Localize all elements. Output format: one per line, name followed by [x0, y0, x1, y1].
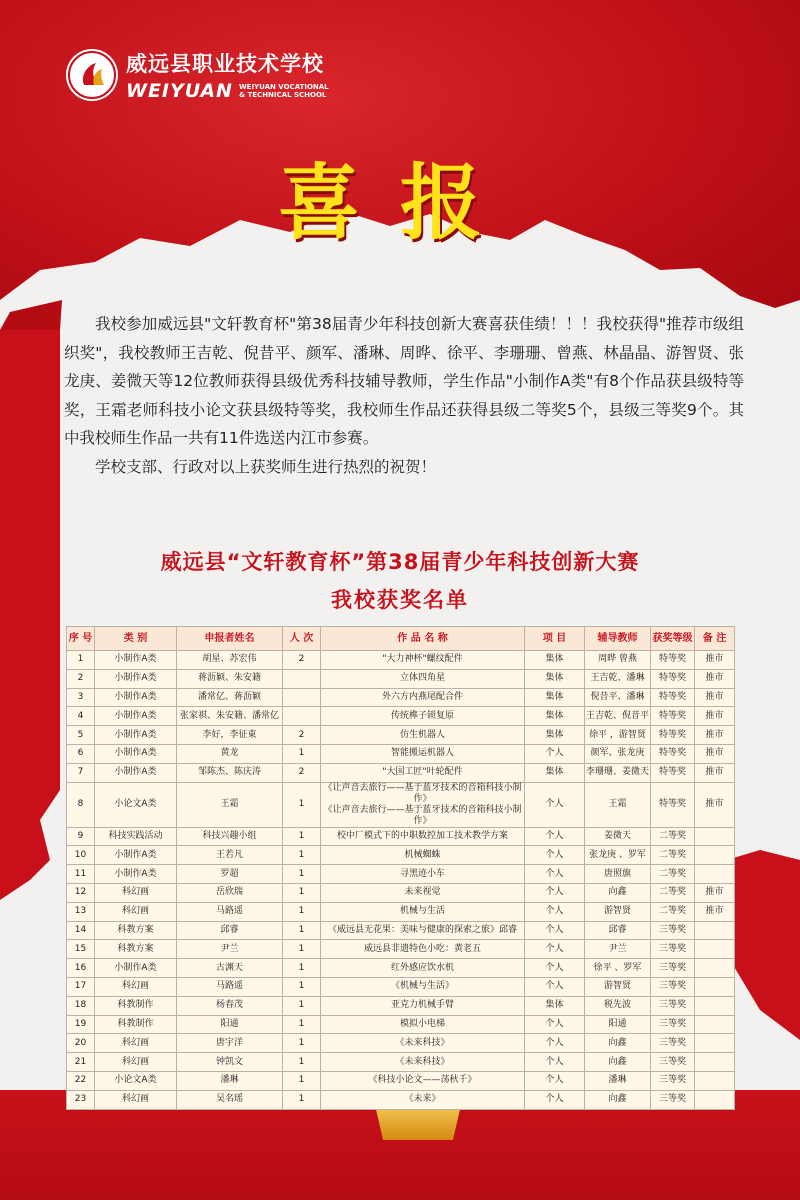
table-cell: 《未来科技》 — [321, 1034, 525, 1053]
table-cell: 推市 — [695, 707, 735, 726]
table-header-cell: 辅导教师 — [585, 627, 651, 651]
table-cell: 向鑫 — [585, 1090, 651, 1109]
table-cell: 蒋沥颖、朱安籍 — [177, 669, 283, 688]
table-cell: 17 — [67, 977, 95, 996]
table-cell: 1 — [283, 865, 321, 884]
table-cell: 科教方案 — [95, 940, 177, 959]
table-cell: 推市 — [695, 782, 735, 827]
table-cell: 23 — [67, 1090, 95, 1109]
table-cell — [695, 996, 735, 1015]
table-cell — [695, 846, 735, 865]
table-cell: 马路遥 — [177, 902, 283, 921]
table-cell: 13 — [67, 902, 95, 921]
table-cell: 二等奖 — [651, 827, 695, 846]
table-cell: 小制作A类 — [95, 744, 177, 763]
table-cell: 王吉乾、倪昔平 — [585, 707, 651, 726]
table-cell: 个人 — [525, 744, 585, 763]
table-cell: 小制作A类 — [95, 846, 177, 865]
table-cell: 小制作A类 — [95, 651, 177, 670]
table-row — [67, 1053, 735, 1072]
table-body — [67, 651, 735, 1110]
table-cell: 特等奖 — [651, 669, 695, 688]
table-row — [67, 744, 735, 763]
table-cell: 集体 — [525, 726, 585, 745]
table-row — [67, 1015, 735, 1034]
table-cell: 16 — [67, 959, 95, 978]
table-cell: 红外感应饮水机 — [321, 959, 525, 978]
table-cell: 1 — [283, 902, 321, 921]
table-cell — [695, 1090, 735, 1109]
table-cell: 张家祺、朱安籍、潘常亿 — [177, 707, 283, 726]
table-cell: 杨春茂 — [177, 996, 283, 1015]
table-cell: 个人 — [525, 921, 585, 940]
table-cell: 三等奖 — [651, 959, 695, 978]
table-cell: 小制作A类 — [95, 688, 177, 707]
table-cell: 21 — [67, 1053, 95, 1072]
table-cell: 6 — [67, 744, 95, 763]
table-cell: 校中厂模式下的中职数控加工技术教学方案 — [321, 827, 525, 846]
table-row — [67, 707, 735, 726]
table-cell: 三等奖 — [651, 1015, 695, 1034]
table-cell: 个人 — [525, 1053, 585, 1072]
table-cell: 2 — [67, 669, 95, 688]
table-cell: 《科技小论文——荡秋千》 — [321, 1071, 525, 1090]
table-cell: 2 — [283, 763, 321, 782]
table-cell — [695, 827, 735, 846]
table-cell: 1 — [283, 1071, 321, 1090]
table-cell — [695, 1034, 735, 1053]
school-name-en-sub1: WEIYUAN VOCATIONAL — [238, 83, 329, 91]
table-cell: 向鑫 — [585, 1053, 651, 1072]
table-row — [67, 921, 735, 940]
table-cell: 1 — [283, 996, 321, 1015]
table-cell: 科教制作 — [95, 1015, 177, 1034]
table-cell: 徐平 ，游智贤 — [585, 726, 651, 745]
table-cell: 10 — [67, 846, 95, 865]
table-cell: 三等奖 — [651, 996, 695, 1015]
table-cell: 1 — [283, 940, 321, 959]
table-cell: 15 — [67, 940, 95, 959]
table-cell: 个人 — [525, 1015, 585, 1034]
table-cell: 小制作A类 — [95, 865, 177, 884]
table-cell: 特等奖 — [651, 744, 695, 763]
table-header-cell: 序 号 — [67, 627, 95, 651]
table-row — [67, 902, 735, 921]
headline-good-news: 喜报 — [277, 155, 522, 251]
table-cell: 科幻画 — [95, 883, 177, 902]
table-cell: 寻黑迹小车 — [321, 865, 525, 884]
table-cell — [695, 1053, 735, 1072]
table-cell: 科技兴趣小组 — [177, 827, 283, 846]
table-cell: 阳通 — [177, 1015, 283, 1034]
school-name-en-sub2: & TECHNICAL SCHOOL — [238, 91, 327, 99]
table-header-cell: 获奖等级 — [651, 627, 695, 651]
table-row — [67, 846, 735, 865]
table-cell: 个人 — [525, 782, 585, 827]
table-header-row — [67, 627, 735, 651]
table-row — [67, 669, 735, 688]
table-cell: 钟凯文 — [177, 1053, 283, 1072]
table-cell: 特等奖 — [651, 651, 695, 670]
table-cell: 胡星、苏宏伟 — [177, 651, 283, 670]
table-cell: 20 — [67, 1034, 95, 1053]
table-cell: 5 — [67, 726, 95, 745]
table-cell: 推市 — [695, 744, 735, 763]
table-cell: 小制作A类 — [95, 707, 177, 726]
table-cell: 机械蜘蛛 — [321, 846, 525, 865]
table-cell: 1 — [283, 959, 321, 978]
table-cell: 1 — [283, 782, 321, 827]
table-cell: 集体 — [525, 763, 585, 782]
table-cell: 11 — [67, 865, 95, 884]
table-cell: 1 — [283, 846, 321, 865]
table-cell: 特等奖 — [651, 688, 695, 707]
table-cell: 特等奖 — [651, 707, 695, 726]
table-cell: 古渊天 — [177, 959, 283, 978]
table-cell: 李好，李征東 — [177, 726, 283, 745]
table-cell: 威远县非遗特色小吃：黄老五 — [321, 940, 525, 959]
table-cell: 科幻画 — [95, 1034, 177, 1053]
table-cell: 小制作A类 — [95, 959, 177, 978]
table-cell: 科技实践活动 — [95, 827, 177, 846]
table-cell: 《让声音去旅行——基于蓝牙技术的音箱科技小制作》 《让声音去旅行——基于蓝牙技术的音箱科技小制作》 — [321, 782, 525, 827]
table-cell: 三等奖 — [651, 1034, 695, 1053]
table-cell: 个人 — [525, 940, 585, 959]
table-cell — [283, 688, 321, 707]
table-cell — [695, 865, 735, 884]
table-cell: 王吉乾、潘琳 — [585, 669, 651, 688]
table-cell — [695, 959, 735, 978]
table-header-cell: 人 次 — [283, 627, 321, 651]
table-cell: 科幻画 — [95, 977, 177, 996]
table-cell: 潘琳 — [177, 1071, 283, 1090]
table-cell: 三等奖 — [651, 1071, 695, 1090]
table-cell: 未来视觉 — [321, 883, 525, 902]
table-cell: 机械与生活 — [321, 902, 525, 921]
table-cell: 9 — [67, 827, 95, 846]
table-cell: 邱睿 — [585, 921, 651, 940]
table-header-cell: 作 品 名 称 — [321, 627, 525, 651]
table-cell: 8 — [67, 782, 95, 827]
list-title-line1: 威远县“文轩教育杯”第38届青少年科技创新大赛 — [160, 550, 640, 574]
table-header-cell: 申报者姓名 — [177, 627, 283, 651]
table-cell: 14 — [67, 921, 95, 940]
table-row — [67, 688, 735, 707]
table-cell: 潘琳 — [585, 1071, 651, 1090]
table-row — [67, 883, 735, 902]
table-cell: 二等奖 — [651, 846, 695, 865]
table-cell: 个人 — [525, 959, 585, 978]
table-cell: 小制作A类 — [95, 763, 177, 782]
table-cell: 张龙庚 、罗军 — [585, 846, 651, 865]
table-cell: 倪昔平、潘琳 — [585, 688, 651, 707]
table-cell: 1 — [283, 1034, 321, 1053]
award-table-container — [66, 626, 734, 1110]
table-cell: 王霜 — [585, 782, 651, 827]
table-cell: 1 — [283, 744, 321, 763]
table-cell: 王若凡 — [177, 846, 283, 865]
table-cell — [695, 1015, 735, 1034]
table-row — [67, 763, 735, 782]
table-cell: 1 — [67, 651, 95, 670]
table-cell: 立体四角星 — [321, 669, 525, 688]
table-cell: 12 — [67, 883, 95, 902]
list-title-line2: 我校获奖名单 — [331, 588, 469, 612]
table-cell: 尹兰 — [585, 940, 651, 959]
table-cell: 小论文A类 — [95, 1071, 177, 1090]
table-cell — [695, 977, 735, 996]
table-cell: 1 — [283, 883, 321, 902]
table-cell: 罗超 — [177, 865, 283, 884]
table-cell: 个人 — [525, 977, 585, 996]
table-cell: 小论文A类 — [95, 782, 177, 827]
table-row — [67, 977, 735, 996]
school-name-cn: 威远县职业技术学校 — [126, 52, 324, 76]
table-cell: 姜微天 — [585, 827, 651, 846]
intro-text — [64, 310, 744, 481]
table-cell: 4 — [67, 707, 95, 726]
table-cell: 三等奖 — [651, 1090, 695, 1109]
table-cell: 1 — [283, 1090, 321, 1109]
table-cell: 特等奖 — [651, 726, 695, 745]
table-cell: 阳通 — [585, 1015, 651, 1034]
table-cell: 2 — [283, 651, 321, 670]
table-cell: 1 — [283, 827, 321, 846]
table-row — [67, 651, 735, 670]
table-cell: 科教方案 — [95, 921, 177, 940]
table-cell: 1 — [283, 921, 321, 940]
table-row — [67, 1090, 735, 1109]
table-cell: 三等奖 — [651, 940, 695, 959]
table-cell: 推市 — [695, 883, 735, 902]
table-cell: 集体 — [525, 669, 585, 688]
table-cell — [283, 707, 321, 726]
table-cell: 推市 — [695, 669, 735, 688]
table-cell: "大力神杯"螺纹配件 — [321, 651, 525, 670]
table-cell: 小制作A类 — [95, 726, 177, 745]
table-cell: 推市 — [695, 688, 735, 707]
table-header-cell: 类 别 — [95, 627, 177, 651]
table-cell: 三等奖 — [651, 1053, 695, 1072]
table-cell: 周晔 曾燕 — [585, 651, 651, 670]
table-cell: 游智贤 — [585, 902, 651, 921]
table-cell: 个人 — [525, 865, 585, 884]
table-cell: 个人 — [525, 1071, 585, 1090]
table-cell: 特等奖 — [651, 763, 695, 782]
table-cell: 三等奖 — [651, 977, 695, 996]
school-emblem-icon — [66, 49, 118, 101]
table-cell: 科教制作 — [95, 996, 177, 1015]
table-cell: 1 — [283, 1053, 321, 1072]
table-cell: 19 — [67, 1015, 95, 1034]
table-cell: 集体 — [525, 688, 585, 707]
table-row — [67, 1071, 735, 1090]
table-cell: 个人 — [525, 1034, 585, 1053]
table-row — [67, 726, 735, 745]
table-cell: 2 — [283, 726, 321, 745]
intro-paragraph-1: 我校参加威远县"文轩教育杯"第38届青少年科技创新大赛喜获佳绩！！！我校获得"推荐市级组织奖"，我校教师王吉乾、倪昔平、颜军、潘琳、周晔、徐平、李珊珊、曾燕、林晶晶、游智贤、张龙庚、姜微天等12位教师获得县级优秀科技辅导教师，学生作品"小制作A类"有8个作品获县级特等奖，王霜老师科技小论文获县级特等奖，我校师生作品还获得县级二等奖5个，县级三等奖9个。其中我校师生作品一共有11件选送内江市参赛。 — [64, 315, 744, 447]
award-table — [66, 626, 735, 1110]
table-cell: 游智贤 — [585, 977, 651, 996]
table-cell: 特等奖 — [651, 782, 695, 827]
table-cell: 岳欣瑞 — [177, 883, 283, 902]
table-cell: 向鑫 — [585, 1034, 651, 1053]
table-cell: 唐照旗 — [585, 865, 651, 884]
intro-paragraph-2: 学校支部、行政对以上获奖师生进行热烈的祝贺！ — [95, 457, 437, 476]
table-cell: 邱睿 — [177, 921, 283, 940]
table-cell: 《机械与生活》 — [321, 977, 525, 996]
table-cell: 二等奖 — [651, 902, 695, 921]
table-cell: 模拟小电梯 — [321, 1015, 525, 1034]
table-cell: 向鑫 — [585, 883, 651, 902]
table-cell: 集体 — [525, 651, 585, 670]
table-cell: 推市 — [695, 763, 735, 782]
table-cell: 科幻画 — [95, 1053, 177, 1072]
table-cell: 智能搬运机器人 — [321, 744, 525, 763]
table-cell: 唐宇洋 — [177, 1034, 283, 1053]
school-name-en: WEIYUAN — [126, 80, 233, 102]
table-cell: 颜军、张龙庚 — [585, 744, 651, 763]
table-cell: "大国工匠"叶轮配件 — [321, 763, 525, 782]
table-cell — [695, 1071, 735, 1090]
table-cell: 7 — [67, 763, 95, 782]
table-row — [67, 940, 735, 959]
table-cell: 3 — [67, 688, 95, 707]
table-cell — [695, 940, 735, 959]
table-header-cell: 项 目 — [525, 627, 585, 651]
table-row — [67, 996, 735, 1015]
table-cell: 外六方内燕尾配合件 — [321, 688, 525, 707]
table-cell: 潘常亿、蒋沥颖 — [177, 688, 283, 707]
table-cell — [695, 921, 735, 940]
table-row — [67, 865, 735, 884]
table-cell: 推市 — [695, 651, 735, 670]
table-cell: 个人 — [525, 883, 585, 902]
school-logo — [66, 48, 329, 102]
table-cell: 个人 — [525, 846, 585, 865]
table-cell: 个人 — [525, 827, 585, 846]
table-cell: 小制作A类 — [95, 669, 177, 688]
table-cell: 李珊珊、姜微天 — [585, 763, 651, 782]
table-cell: 个人 — [525, 1090, 585, 1109]
table-cell: 1 — [283, 977, 321, 996]
table-cell: 二等奖 — [651, 883, 695, 902]
table-cell: 科幻画 — [95, 902, 177, 921]
table-cell: 传统榫子锁复原 — [321, 707, 525, 726]
table-cell: 税先波 — [585, 996, 651, 1015]
table-cell: 科幻画 — [95, 1090, 177, 1109]
table-cell: 二等奖 — [651, 865, 695, 884]
table-cell: 集体 — [525, 707, 585, 726]
table-cell: 推市 — [695, 902, 735, 921]
table-cell: 徐平 、罗军 — [585, 959, 651, 978]
table-row — [67, 827, 735, 846]
table-cell: 王霜 — [177, 782, 283, 827]
table-row — [67, 1034, 735, 1053]
table-cell: 集体 — [525, 996, 585, 1015]
table-cell: 《未来科技》 — [321, 1053, 525, 1072]
table-cell: 1 — [283, 1015, 321, 1034]
table-cell: 亚克力机械手臂 — [321, 996, 525, 1015]
table-row — [67, 782, 735, 827]
table-cell: 推市 — [695, 726, 735, 745]
table-cell: 黄龙 — [177, 744, 283, 763]
table-cell: 三等奖 — [651, 921, 695, 940]
table-cell: 马路遥 — [177, 977, 283, 996]
table-header-cell: 备 注 — [695, 627, 735, 651]
table-cell: 仿生机器人 — [321, 726, 525, 745]
table-row — [67, 959, 735, 978]
table-cell: 吴名瑶 — [177, 1090, 283, 1109]
table-cell — [283, 669, 321, 688]
table-cell: 尹兰 — [177, 940, 283, 959]
table-cell: 《未来》 — [321, 1090, 525, 1109]
table-cell: 22 — [67, 1071, 95, 1090]
table-cell: 18 — [67, 996, 95, 1015]
table-cell: 《威远县无花果：美味与健康的探索之旅》邱睿 — [321, 921, 525, 940]
table-cell: 个人 — [525, 902, 585, 921]
table-cell: 邹陈杰、陈庆涛 — [177, 763, 283, 782]
